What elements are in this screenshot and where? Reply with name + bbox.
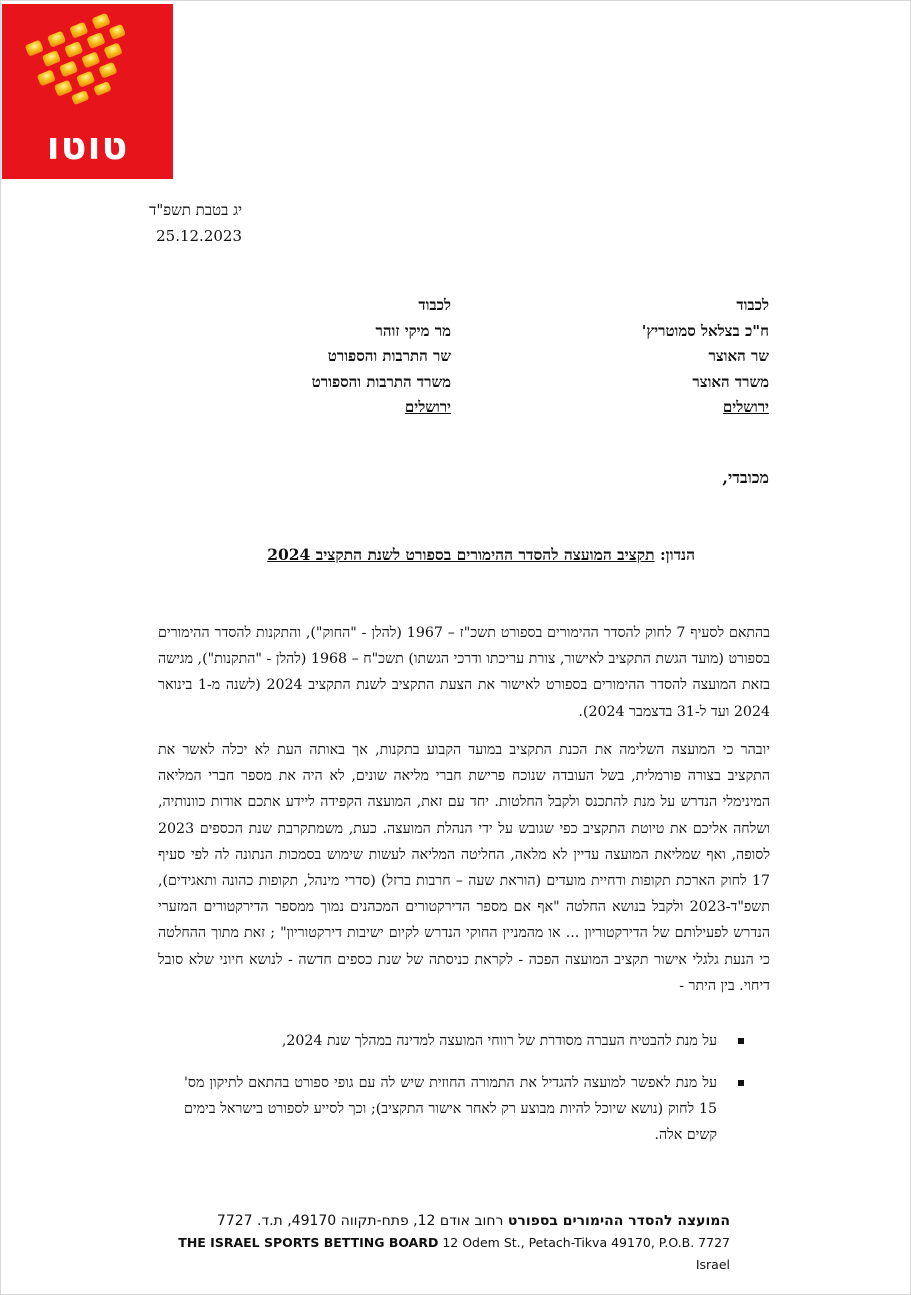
recipient-sport-minister <box>312 293 451 421</box>
salutation: לכבוד <box>418 296 451 314</box>
footer-org-name-en: THE ISRAEL SPORTS BETTING BOARD <box>178 1235 439 1250</box>
list-item-text: על מנת לאפשר למועצה להגדיל את התמורה החוזית שיש לה עם גופי ספורט בהתאם לתיקון מס' 15 לחוק (נושא שיוכל להיות מבוצע רק לאחר אישור התקציב); וכך לסייע לספורט בישראל בימים קשים אלה. <box>184 1075 717 1144</box>
bullet-list <box>184 1070 744 1149</box>
recipient-city: ירושלים <box>404 398 451 416</box>
bullet-square-icon <box>738 1038 744 1044</box>
letter-date <box>149 197 242 249</box>
recipient-finance-minister <box>642 293 769 421</box>
gregorian-date: 25.12.2023 <box>156 227 242 245</box>
recipient-ministry: משרד התרבות והספורט <box>311 372 451 391</box>
salutation: לכבוד <box>736 296 769 314</box>
paragraph-1: בהתאם לסעיף 7 לחוק להסדר ההימורים בספורט תשכ"ז – 1967 (להלן - "החוק"), והתקנות להסדר ההימורים בספורט (מועד הגשת התקציב לאישור, צורת עריכתו ודרכי הגשתו) תשכ"ח – 1968 (להלן - "התקנות"), מגישה בזאת המועצה להסדר ההימורים בספורט לאישור את הצעת התקציב לשנת התקציב 2024 (לשנה מ-1 בינואר 2024 ועד ל-31 בדצמבר 2024). <box>158 625 771 720</box>
list-item <box>184 1028 744 1054</box>
bullet-square-icon <box>738 1080 744 1086</box>
subject-label: הנדון: <box>659 545 695 564</box>
list-item-text: על מנת להבטיח העברה מסודרת של רווחי המועצה למדינה במהלך שנת 2024, <box>281 1033 717 1049</box>
footer-english <box>150 1232 730 1276</box>
subject-text: תקציב המועצה להסדר ההימורים בספורט לשנת התקציב 2024 <box>267 545 655 564</box>
recipient-ministry: משרד האוצר <box>692 372 769 391</box>
recipient-name: ח"כ בצלאל סמוטריץ' <box>641 321 769 340</box>
hebrew-date: יג בטבת תשפ"ד <box>149 201 242 219</box>
recipient-name: מר מיקי זוהר <box>375 321 451 340</box>
paragraph-2: יובהר כי המועצה השלימה את הכנת התקציב במועד הקבוע בתקנות, אך באותה העת לא יכלה לאשר את התקציב בצורה פורמלית, בשל העובדה שנוכח פרישת חברי מליאה שונים, לא היה את מספר חברי המליאה המינימלי הנדרש על מנת להתכנס ולקבל החלטות. יחד עם זאת, המועצה הקפידה ליידע אתכם אודות כוונותיה, ושלחה אליכם את טיוטת התקציב כפי שגובש על ידי הנהלת המועצה. כעת, משמתקרבת שנת הכספים 2023 לסופה, ואף שמליאת המועצה עדיין לא מלאה, החליטה המליאה לעשות שימוש בסמכות הנתונה לה לפי סעיף 17 לחוק הארכת תקופות ודחיית מועדים (הוראת שעה – חרבות ברזל) (סדרי מינהל, תקופות כהונה ותאגידים), תשפ"ד-2023 ולקבל בנושא החלטה "אף אם מספר הדירקטורים המכהנים נמוך ממספר הדירקטורים המזערי הנדרש לפעילותם של הדירקטוריון ... או מהמניין החוקי הנדרש לקיום ישיבות דירקטוריון" ; זאת מתוך ההחלטה כי הנעת גלגלי אישור תקציב המועצה הפכה - לקראת כניסתה של שנת כספים חדשה - לנושא חיוני שלא סובל דיחוי. בין היתר - <box>158 742 770 994</box>
footer-hebrew <box>150 1210 730 1232</box>
recipient-title: שר התרבות והספורט <box>327 347 451 365</box>
logo-text: טוטו <box>46 124 129 168</box>
toto-logo <box>2 4 173 179</box>
footer-org-name-he: המועצה להסדר ההימורים בספורט <box>507 1213 730 1229</box>
recipient-title: שר האוצר <box>708 347 769 365</box>
list-item <box>184 1070 744 1149</box>
footer-address-he: רחוב אודם 12, פתח-תקווה 49170, ת.ד. 7727 <box>216 1213 504 1229</box>
letterhead-footer <box>150 1210 730 1276</box>
logo-globe-icon <box>2 4 173 124</box>
bullet-list <box>184 1028 744 1054</box>
greeting: מכובדי, <box>722 468 769 487</box>
footer-address-en: 12 Odem St., Petach-Tikva 49170, P.O.B. 7727 Israel <box>442 1235 730 1272</box>
subject-line <box>267 545 695 565</box>
recipient-city: ירושלים <box>722 398 769 416</box>
